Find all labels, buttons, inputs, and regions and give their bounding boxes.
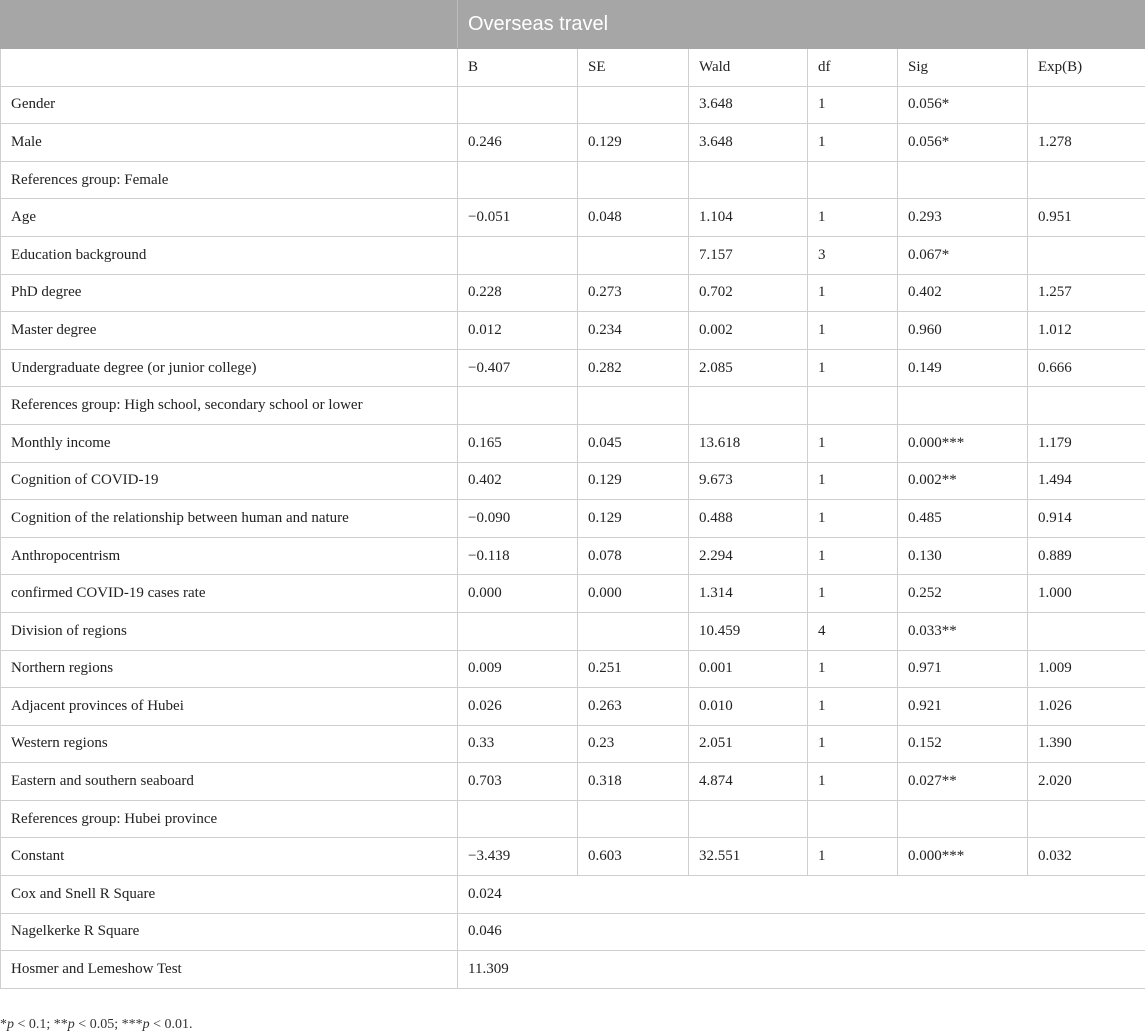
table-cell [898,161,1028,199]
row-label: PhD degree [1,274,458,312]
row-label: Age [1,199,458,237]
table-cell: −3.439 [458,838,578,876]
table-cell: 0.951 [1028,199,1145,237]
table-cell: 0.048 [578,199,689,237]
table-row [1,199,1145,237]
row-label: Education background [1,236,458,274]
table-cell: 0.045 [578,424,689,462]
table-body [1,86,1145,988]
table-cell [808,387,898,425]
row-label: Cognition of COVID-19 [1,462,458,500]
table-row [1,688,1145,726]
table-cell: 0.485 [898,500,1028,538]
row-label: Anthropocentrism [1,537,458,575]
table-cell: 0.152 [898,725,1028,763]
column-header: B [458,49,578,87]
table-cell: 1 [808,725,898,763]
table-row [1,838,1145,876]
table-cell: 1 [808,274,898,312]
row-label: Gender [1,86,458,124]
summary-label: Cox and Snell R Square [1,876,458,914]
table-cell: 1.104 [689,199,808,237]
table-cell: 0.703 [458,763,578,801]
table-cell: 0.33 [458,725,578,763]
table-cell: 4.874 [689,763,808,801]
table-cell: 0.009 [458,650,578,688]
table-cell [898,800,1028,838]
table-cell [578,86,689,124]
footnote-p: p [7,1017,14,1032]
row-label: References group: Female [1,161,458,199]
table-row [1,500,1145,538]
summary-value: 0.046 [458,913,1145,951]
summary-value: 0.024 [458,876,1145,914]
footnote-text: < 0.1; ** [14,1017,68,1032]
table-cell: 1.012 [1028,312,1145,350]
row-label: Northern regions [1,650,458,688]
table-cell: 0.000 [458,575,578,613]
table-row [1,312,1145,350]
table-cell: 0.026 [458,688,578,726]
table-cell: 1.009 [1028,650,1145,688]
table-cell: 1 [808,763,898,801]
table-cell: 1 [808,312,898,350]
table-cell: 0.056* [898,86,1028,124]
table-cell [578,161,689,199]
table-cell: 0.914 [1028,500,1145,538]
footnote-text: < 0.01. [149,1017,193,1032]
table-cell [689,161,808,199]
table-cell: 0.488 [689,500,808,538]
table-row [1,236,1145,274]
table-cell: −0.051 [458,199,578,237]
table-cell [578,236,689,274]
table-cell: 0.010 [689,688,808,726]
table-cell [458,86,578,124]
table-cell: 0.149 [898,349,1028,387]
summary-row [1,876,1145,914]
table-cell: 1.314 [689,575,808,613]
table-cell: 1.390 [1028,725,1145,763]
table-cell: 1 [808,688,898,726]
row-label: Adjacent provinces of Hubei [1,688,458,726]
table-row [1,763,1145,801]
table-cell [689,800,808,838]
table-cell: −0.118 [458,537,578,575]
table-cell [1028,800,1145,838]
table-cell: 0.027** [898,763,1028,801]
table-cell [578,612,689,650]
table-row [1,612,1145,650]
table-cell: 0.078 [578,537,689,575]
table-cell: 0.603 [578,838,689,876]
footnote-p: p [67,1017,75,1032]
table-cell: 13.618 [689,424,808,462]
table-cell: 0.252 [898,575,1028,613]
table-cell [1028,236,1145,274]
table-cell: 0.234 [578,312,689,350]
table-cell [1028,387,1145,425]
table-row [1,124,1145,162]
table-row [1,575,1145,613]
table-cell: 1.026 [1028,688,1145,726]
column-header-row [1,49,1145,87]
row-label: Cognition of the relationship between human and nature [1,500,458,538]
table-cell: 1.278 [1028,124,1145,162]
table-cell: 0.402 [458,462,578,500]
table-cell: 1.494 [1028,462,1145,500]
table-cell: 0.129 [578,500,689,538]
column-header: df [808,49,898,87]
table-cell [1028,86,1145,124]
table-cell [808,161,898,199]
table-row [1,537,1145,575]
table-cell: 0.130 [898,537,1028,575]
group-header-blank [1,1,458,49]
table-cell [689,387,808,425]
significance-footnote [0,1017,193,1033]
table-cell: 0.129 [578,124,689,162]
table-cell: 0.056* [898,124,1028,162]
row-label: Division of regions [1,612,458,650]
table-cell: −0.407 [458,349,578,387]
table-cell: 0.666 [1028,349,1145,387]
row-label: References group: Hubei province [1,800,458,838]
table-cell: 2.051 [689,725,808,763]
column-header: Sig [898,49,1028,87]
table-cell: 32.551 [689,838,808,876]
table-cell: 1 [808,575,898,613]
table-row [1,725,1145,763]
row-label: Western regions [1,725,458,763]
table-cell: 1.257 [1028,274,1145,312]
table-cell: 1.000 [1028,575,1145,613]
table-cell: 0.889 [1028,537,1145,575]
table-cell: 0.033** [898,612,1028,650]
table-cell: 2.294 [689,537,808,575]
row-label: Constant [1,838,458,876]
table-cell: 0.921 [898,688,1028,726]
summary-label: Hosmer and Lemeshow Test [1,951,458,989]
table-cell: 1 [808,349,898,387]
summary-label: Nagelkerke R Square [1,913,458,951]
group-header-row [1,1,1145,49]
footnote-text: < 0.05; *** [74,1017,143,1032]
table-cell: 0.002 [689,312,808,350]
row-label: References group: High school, secondary school or lower [1,387,458,425]
table-cell: 4 [808,612,898,650]
table-cell: 0.012 [458,312,578,350]
table-cell: 0.960 [898,312,1028,350]
row-label: confirmed COVID-19 cases rate [1,575,458,613]
table-cell: −0.090 [458,500,578,538]
table-cell: 0.971 [898,650,1028,688]
table-row [1,161,1145,199]
column-header: Wald [689,49,808,87]
table-cell: 0.263 [578,688,689,726]
table-cell: 1 [808,462,898,500]
table-cell [1028,612,1145,650]
table-cell: 1.179 [1028,424,1145,462]
table-cell: 3 [808,236,898,274]
table-cell [458,161,578,199]
column-header [1,49,458,87]
table-cell: 0.165 [458,424,578,462]
table-cell: 0.246 [458,124,578,162]
group-header: Overseas travel [458,1,1145,49]
table-cell: 0.273 [578,274,689,312]
table-cell [458,236,578,274]
table-cell: 1 [808,424,898,462]
table-row [1,462,1145,500]
table-cell: 0.23 [578,725,689,763]
table-cell: 0.402 [898,274,1028,312]
table-cell [578,387,689,425]
table-cell: 0.318 [578,763,689,801]
table-cell: 1 [808,86,898,124]
table-cell: 1 [808,500,898,538]
table-cell: 9.673 [689,462,808,500]
row-label: Eastern and southern seaboard [1,763,458,801]
row-label: Male [1,124,458,162]
table-cell [1028,161,1145,199]
summary-value: 11.309 [458,951,1145,989]
table-cell: 2.020 [1028,763,1145,801]
table-row [1,650,1145,688]
table-cell: 0.000 [578,575,689,613]
row-label: Undergraduate degree (or junior college) [1,349,458,387]
table-row [1,424,1145,462]
table-cell: 1 [808,537,898,575]
table-row [1,349,1145,387]
table-cell: 1 [808,124,898,162]
table-cell: 0.001 [689,650,808,688]
table-cell: 1 [808,199,898,237]
footnote-lead: * [0,1017,7,1032]
table-cell: 0.000*** [898,424,1028,462]
table-row [1,86,1145,124]
table-cell: 0.067* [898,236,1028,274]
table-cell: 0.702 [689,274,808,312]
table-row [1,387,1145,425]
table-cell [578,800,689,838]
column-header: SE [578,49,689,87]
table-cell: 0.228 [458,274,578,312]
table-cell: 10.459 [689,612,808,650]
table-cell: 0.251 [578,650,689,688]
table-cell: 0.000*** [898,838,1028,876]
table-cell: 3.648 [689,86,808,124]
table-cell: 0.129 [578,462,689,500]
table-cell: 2.085 [689,349,808,387]
column-header: Exp(B) [1028,49,1145,87]
footnote-p: p [142,1017,150,1032]
table-cell: 1 [808,650,898,688]
table-cell [458,387,578,425]
table-row [1,800,1145,838]
table-cell: 0.293 [898,199,1028,237]
table-cell [808,800,898,838]
table-cell: 0.002** [898,462,1028,500]
table-cell [898,387,1028,425]
table-cell: 7.157 [689,236,808,274]
row-label: Monthly income [1,424,458,462]
table-cell: 1 [808,838,898,876]
summary-row [1,951,1145,989]
table-row [1,274,1145,312]
table-cell [458,800,578,838]
table-cell: 0.032 [1028,838,1145,876]
table-cell: 0.282 [578,349,689,387]
table-cell: 3.648 [689,124,808,162]
row-label: Master degree [1,312,458,350]
summary-row [1,913,1145,951]
table-cell [458,612,578,650]
